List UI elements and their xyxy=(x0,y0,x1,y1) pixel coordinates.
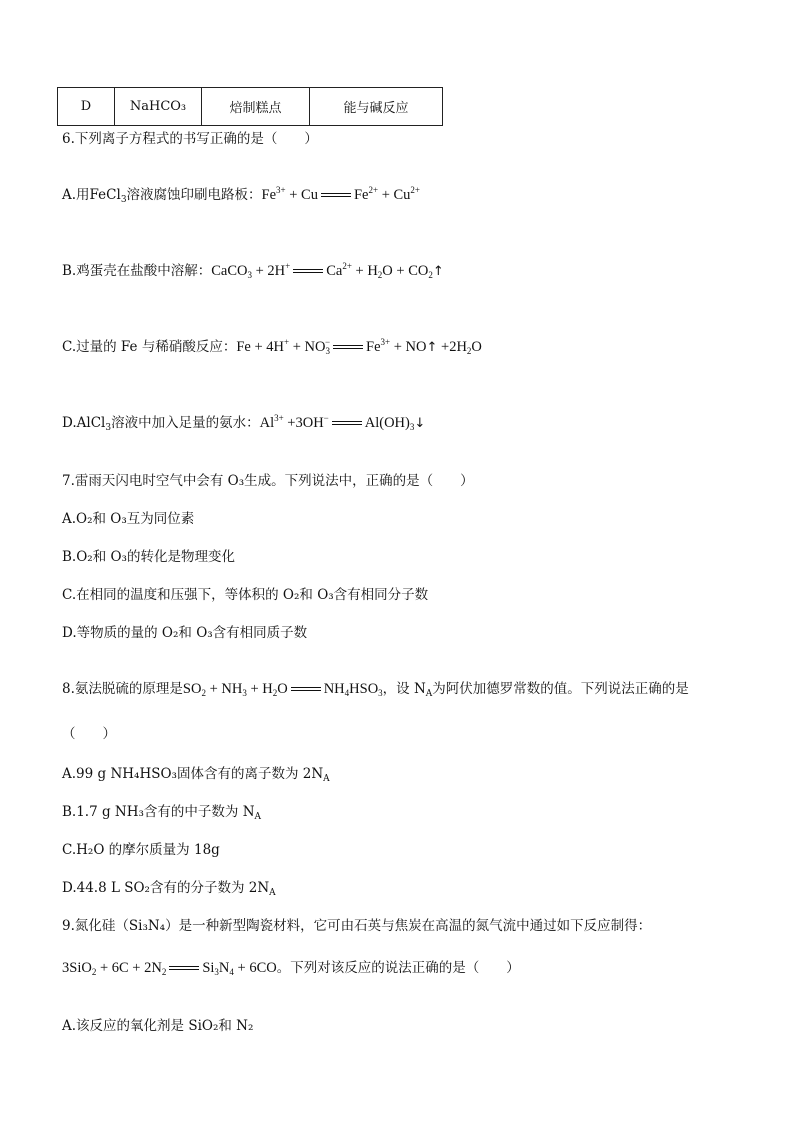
q9-eq-suffix: 。下列对该反应的说法正确的是（ ） xyxy=(276,960,520,976)
table-cell-use: 焙制糕点 xyxy=(202,88,310,126)
q8-option-b: B.1.7 g NH₃含有的中子数为 $N_A$ xyxy=(62,804,262,822)
q7-stem: 7.雷雨天闪电时空气中会有 O₃生成。下列说法中，正确的是（ ） xyxy=(62,473,474,489)
q7-option-b: B.O₂和 O₃的转化是物理变化 xyxy=(62,549,235,565)
q8-option-a: A.99 g NH₄HSO₃固体含有的离子数为 $2N_A$ xyxy=(62,766,330,784)
q8-a-text: A.99 g NH₄HSO₃固体含有的离子数为 2N xyxy=(62,766,324,782)
q7-option-c: C.在相同的温度和压强下，等体积的 O₂和 O₃含有相同分子数 xyxy=(62,587,429,603)
q9-equation-line xyxy=(62,958,520,978)
q6-c-equation: $Fe + 4H^+ + NO_3^-$ $Fe^{3+}$ + NO↑ $+2H_2O$ xyxy=(236,337,482,356)
q8-stem-suffix: ，设 N xyxy=(382,681,426,697)
table-row xyxy=(58,88,443,126)
q8-paren: （ ） xyxy=(62,726,116,742)
q8-equation: $SO_2 + NH_3 + H_2O$ $NH_4HSO_3$ xyxy=(182,681,383,698)
answer-table xyxy=(57,87,443,126)
q9-equation: $3SiO_2 + 6C + 2N_2$ $Si_3N_4 + 6CO$ xyxy=(62,960,277,977)
q6-option-b xyxy=(62,261,444,282)
q6-c-prefix: C.过量的 Fe 与稀硝酸反应： xyxy=(62,339,237,355)
q8-option-c: C.H₂O 的摩尔质量为 18g xyxy=(62,842,220,858)
q8-stem-prefix: 8.氨法脱硫的原理是 xyxy=(62,681,183,697)
q9-stem: 9.氮化硅（Si₃N₄）是一种新型陶瓷材料，它可由石英与焦炭在高温的氮气流中通过如下反应制得： xyxy=(62,918,652,934)
q8-d-text: D.44.8 L SO₂含有的分子数为 2N xyxy=(62,880,270,896)
q6-a-mid: 溶液腐蚀印刷电路板： xyxy=(126,187,262,203)
q6-stem: 6.下列离子方程式的书写正确的是（ ） xyxy=(62,131,318,147)
q6-d-prefix: D.AlCl xyxy=(62,415,106,431)
q6-option-d: D.AlCl$_3$溶液中加入足量的氨水：$Al^{3+} +3OH^-$ $Al(OH)_3↓$ xyxy=(62,413,426,433)
q7-option-d: D.等物质的量的 O₂和 O₃含有相同质子数 xyxy=(62,625,308,641)
table-cell-property: 能与碱反应 xyxy=(310,88,443,126)
q6-option-c xyxy=(62,337,482,358)
q8-option-d: D.44.8 L SO₂含有的分子数为 $2N_A$ xyxy=(62,880,276,898)
q7-option-a: A.O₂和 O₃互为同位素 xyxy=(62,511,195,527)
table-cell-substance: NaHCO₃ xyxy=(115,88,202,126)
q6-d-mid: 溶液中加入足量的氨水： xyxy=(111,415,260,431)
q6-a-prefix: A.用FeCl xyxy=(62,187,121,203)
q6-b-prefix: B.鸡蛋壳在盐酸中溶解： xyxy=(62,263,212,279)
table-cell-option: D xyxy=(58,88,115,126)
q8-b-text: B.1.7 g NH₃含有的中子数为 N xyxy=(62,804,255,820)
q6-option-a: A.用FeCl$_3$溶液腐蚀印刷电路板：$Fe^{3+} + Cu$ $Fe^{2+} + Cu^{2+}$ xyxy=(62,185,420,205)
q9-option-a: A.该反应的氧化剂是 SiO₂和 N₂ xyxy=(62,1018,254,1034)
q6-b-equation: CaCO$_3$ + 2H+ $Ca^{2+} + H_2O$ + $CO_2↑$ xyxy=(211,261,444,280)
q6-a-equation: $Fe^{3+} + Cu$ $Fe^{2+} + Cu^{2+}$ xyxy=(261,185,420,203)
q8-stem-end: 为阿伏加德罗常数的值。下列说法正确的是 xyxy=(432,681,689,697)
q6-d-equation: $Al^{3+} +3OH^-$ $Al(OH)_3↓$ xyxy=(259,413,426,432)
q8-stem: 8.氨法脱硫的原理是$SO_2 + NH_3 + H_2O$ $NH_4HSO_3$，设 $N_A$为阿伏加德罗常数的值。下列说法正确的是 xyxy=(62,681,689,699)
